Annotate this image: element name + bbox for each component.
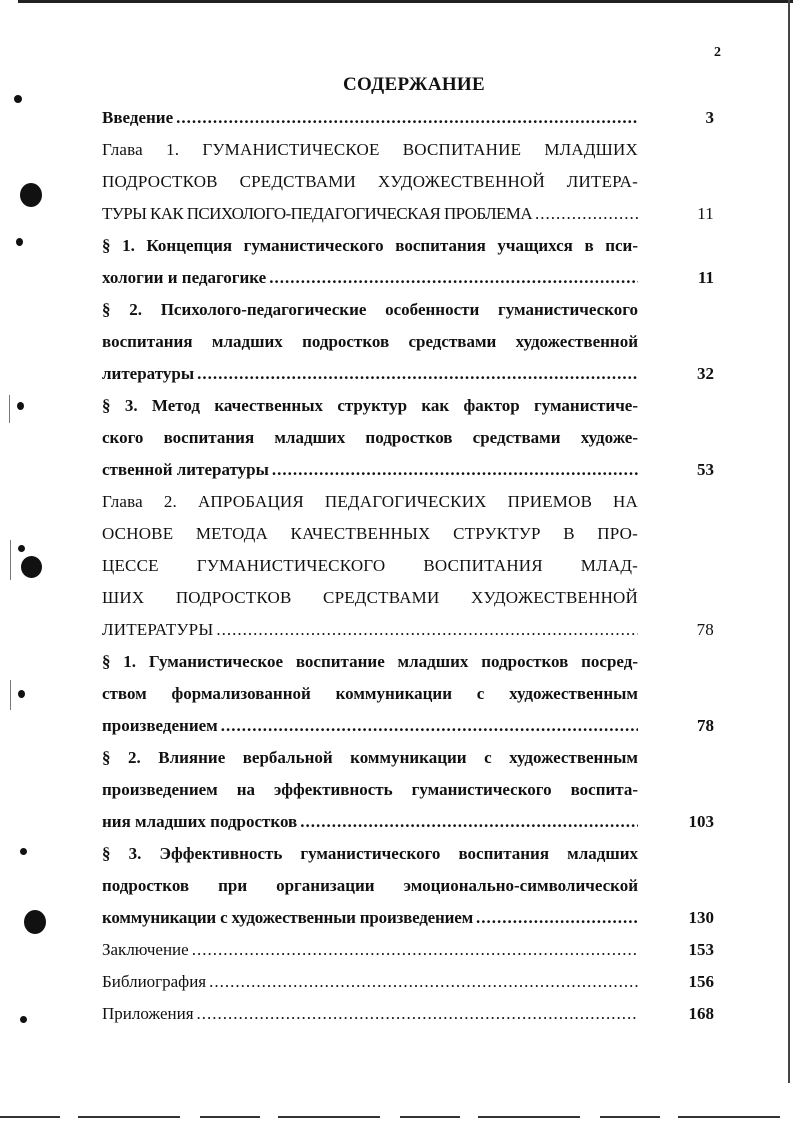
toc-entry-line: ОСНОВЕ МЕТОДА КАЧЕСТВЕННЫХ СТРУКТУР В ПРО- xyxy=(102,524,638,543)
toc-entry-chapter-2-section-3[interactable] xyxy=(102,838,714,934)
toc-entry-line: коммуникации с художественныи произведением xyxy=(102,908,473,927)
dot-leader xyxy=(535,198,638,230)
dot-leader xyxy=(176,102,638,134)
scan-top-border xyxy=(18,0,793,3)
dot-leader xyxy=(272,454,638,486)
binder-hole-mark xyxy=(20,848,27,855)
toc-entry-line: § 2. Влияние вербальной коммуникации с художественным xyxy=(102,748,638,767)
toc-entry-line: Глава 2. АПРОБАЦИЯ ПЕДАГОГИЧЕСКИХ ПРИЕМОВ НА xyxy=(102,492,638,511)
toc-page-number: 32 xyxy=(697,364,714,383)
toc-entry-line: ния младших подростков xyxy=(102,812,298,831)
toc-entry-line: ШИХ ПОДРОСТКОВ СРЕДСТВАМИ ХУДОЖЕСТВЕННОЙ xyxy=(102,588,638,607)
toc-entry-line: § 3. Метод качественных структур как фактор гуманистиче- xyxy=(102,396,638,415)
toc-entry-line: § 1. Концепция гуманистического воспитания учащихся в пси- xyxy=(102,236,638,255)
toc-entry-appendices[interactable] xyxy=(102,998,714,1030)
scan-margin-line xyxy=(10,680,11,710)
toc-entry-line: ПОДРОСТКОВ СРЕДСТВАМИ ХУДОЖЕСТВЕННОЙ ЛИТЕРА- xyxy=(102,172,638,191)
binder-hole-mark xyxy=(24,910,46,934)
binder-hole-mark xyxy=(18,690,25,698)
dot-leader xyxy=(209,966,638,998)
toc-page-number: 3 xyxy=(705,108,714,127)
dot-leader xyxy=(269,262,638,294)
toc-entry-line: ством формализованной коммуникации с художественным xyxy=(102,684,638,703)
toc-entry-line: § 2. Психолого-педагогические особенности гуманистического xyxy=(102,300,638,319)
scan-margin-line xyxy=(10,540,11,580)
binder-hole-mark xyxy=(18,545,25,552)
toc-entry-line: подростков при организации эмоционально-символической xyxy=(102,876,638,895)
toc-page-number: 168 xyxy=(688,1004,714,1023)
dot-leader xyxy=(476,902,638,934)
toc-entry-line: произведением xyxy=(102,716,218,735)
toc-entry-line: Глава 1. ГУМАНИСТИЧЕСКОЕ ВОСПИТАНИЕ МЛАДШИХ xyxy=(102,140,638,159)
scan-right-border xyxy=(788,0,790,1083)
toc-page-number: 156 xyxy=(688,972,714,991)
toc-entry-title: Библиография xyxy=(102,972,207,991)
toc-page-number: 11 xyxy=(697,204,714,223)
toc-heading: СОДЕРЖАНИЕ xyxy=(343,74,485,95)
toc-entry-conclusion[interactable] xyxy=(102,934,714,966)
toc-entry-chapter-1-section-1[interactable] xyxy=(102,230,714,294)
toc-entry-bibliography[interactable] xyxy=(102,966,714,998)
dot-leader xyxy=(197,998,638,1030)
toc-entry-chapter-1-section-2[interactable] xyxy=(102,294,714,390)
toc-entry-chapter-2[interactable] xyxy=(102,486,714,646)
binder-hole-mark xyxy=(14,95,22,103)
dot-leader xyxy=(216,614,638,646)
dot-leader xyxy=(192,934,638,966)
dot-leader xyxy=(300,806,638,838)
table-of-contents xyxy=(102,102,714,1030)
binder-hole-mark xyxy=(21,556,42,578)
toc-entry-title: Приложения xyxy=(102,1004,194,1023)
binder-hole-mark xyxy=(17,402,24,410)
toc-entry-introduction[interactable] xyxy=(102,102,714,134)
toc-entry-line: литературы xyxy=(102,364,195,383)
toc-page-number: 11 xyxy=(697,268,714,287)
toc-entry-line: ТУРЫ КАК ПСИХОЛОГО-ПЕДАГОГИЧЕСКАЯ ПРОБЛЕМА xyxy=(102,204,532,223)
toc-entry-line: ского воспитания младших подростков средствами художе- xyxy=(102,428,638,447)
toc-entry-line: ственной литературы xyxy=(102,460,269,479)
binder-hole-mark xyxy=(20,183,42,207)
toc-entry-title: Заключение xyxy=(102,940,189,959)
dot-leader xyxy=(221,710,638,742)
toc-entry-line: ЦЕССЕ ГУМАНИСТИЧЕСКОГО ВОСПИТАНИЯ МЛАД- xyxy=(102,556,638,575)
toc-entry-chapter-2-section-1[interactable] xyxy=(102,646,714,742)
toc-entry-line: хологии и педагогике xyxy=(102,268,267,287)
toc-page-number: 53 xyxy=(697,460,714,479)
binder-hole-mark xyxy=(16,238,23,246)
toc-page-number: 130 xyxy=(688,908,714,927)
toc-entry-line: ЛИТЕРАТУРЫ xyxy=(102,620,214,639)
toc-entry-chapter-1[interactable] xyxy=(102,134,714,230)
toc-entry-line: произведением на эффективность гуманистического воспита- xyxy=(102,780,638,799)
toc-page-number: 103 xyxy=(688,812,714,831)
scan-margin-line xyxy=(9,395,10,423)
toc-page-number: 78 xyxy=(697,716,714,735)
toc-entry-chapter-2-section-2[interactable] xyxy=(102,742,714,838)
toc-entry-line: воспитания младших подростков средствами художественной xyxy=(102,332,638,351)
page-number: 2 xyxy=(714,45,721,60)
dot-leader xyxy=(197,358,638,390)
scan-bottom-border xyxy=(0,1116,793,1118)
toc-entry-title: Введение xyxy=(102,108,174,127)
toc-entry-line: § 1. Гуманистическое воспитание младших подростков посред- xyxy=(102,652,638,671)
toc-page-number: 78 xyxy=(696,620,714,639)
toc-entry-line: § 3. Эффективность гуманистического воспитания младших xyxy=(102,844,638,863)
binder-hole-mark xyxy=(20,1016,27,1023)
toc-page-number: 153 xyxy=(688,940,714,959)
toc-entry-chapter-1-section-3[interactable] xyxy=(102,390,714,486)
